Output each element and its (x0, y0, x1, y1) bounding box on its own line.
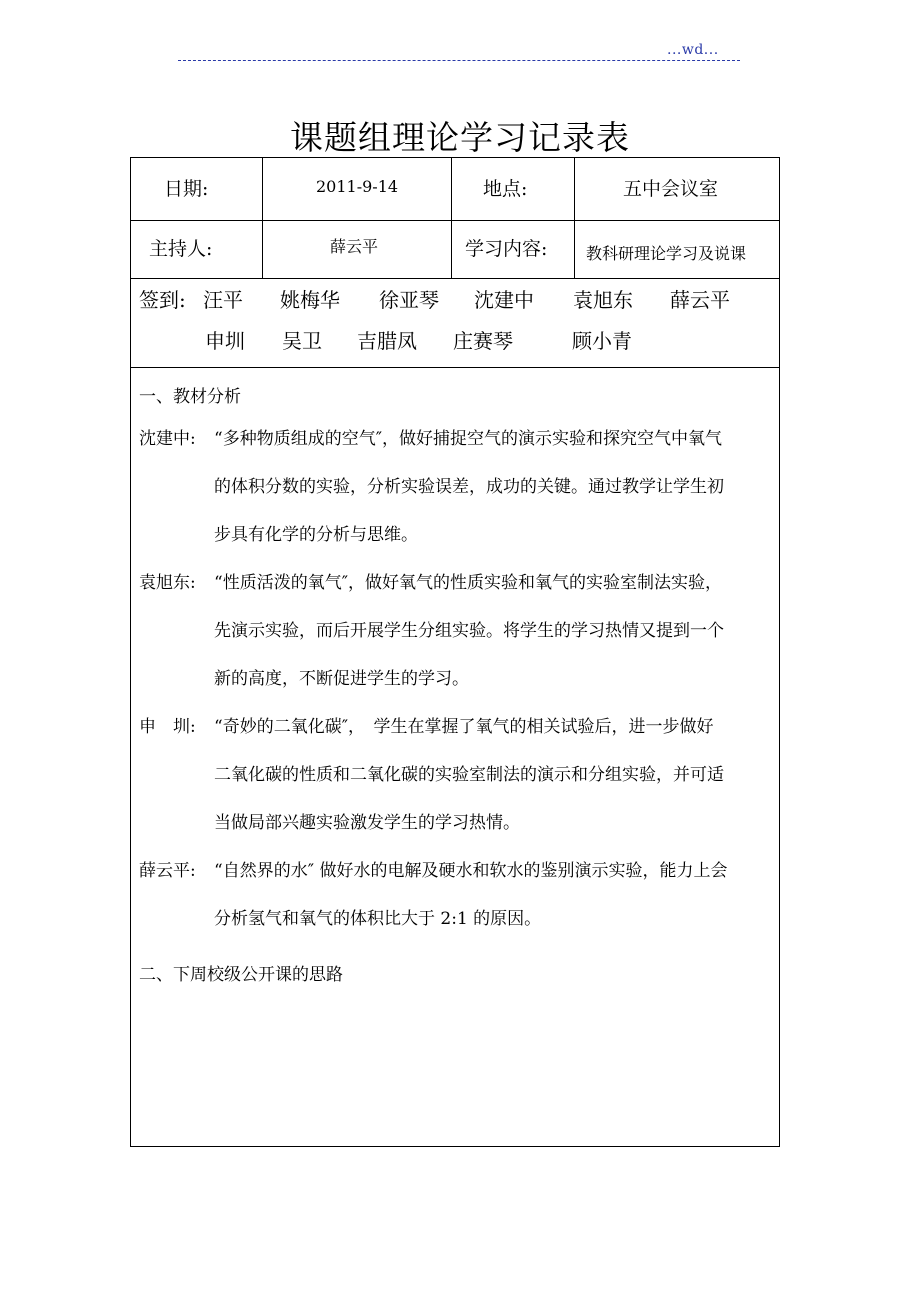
date-value: 2011-9-14 (316, 177, 399, 196)
entry-line: 分析氢气和氧气的体积比大于 2:1 的原因。 (214, 909, 542, 929)
signin-name: 徐亚琴 (379, 288, 439, 312)
speaker-name: 沈建中: (139, 429, 196, 449)
signin-name: 袁旭东 (573, 288, 633, 312)
signin-name: 吴卫 (282, 329, 322, 353)
signin-name: 薛云平 (670, 288, 730, 312)
place-label: 地点: (483, 178, 528, 200)
signin-name: 申圳 (205, 329, 245, 353)
signin-label: 签到: (139, 288, 186, 312)
row-divider-2 (131, 278, 779, 279)
record-table (130, 157, 780, 1147)
place-value: 五中会议室 (623, 178, 719, 200)
discussion-entry (139, 713, 775, 857)
speaker-name: 袁旭东: (139, 573, 196, 593)
row-divider-3 (131, 367, 779, 368)
entry-line: 二氧化碳的性质和二氧化碳的实验室制法的演示和分组实验，并可适 (214, 765, 724, 785)
col-divider-1 (262, 158, 263, 278)
row-divider-1 (131, 220, 779, 221)
header-tag: ...wd... (667, 42, 719, 58)
signin-name: 吉腊凤 (357, 329, 417, 353)
content-value: 教科研理论学习及说课 (586, 244, 747, 263)
date-label: 日期: (164, 178, 209, 200)
host-value: 薛云平 (330, 237, 379, 256)
header-dashed-line (178, 60, 740, 61)
signin-name: 姚梅华 (280, 288, 340, 312)
speaker-name: 薛云平: (139, 861, 196, 881)
discussion-entry (139, 569, 775, 713)
page-title: 课题组理论学习记录表 (290, 118, 630, 157)
signin-name: 汪平 (203, 288, 243, 312)
signin-name: 顾小青 (572, 329, 632, 353)
section-heading-analysis: 一、教材分析 (139, 387, 241, 407)
host-label: 主持人: (149, 238, 213, 260)
signin-name: 庄赛琴 (453, 329, 513, 353)
entry-line: “奇妙的二氧化碳″， 学生在掌握了氧气的相关试验后，进一步做好 (214, 717, 714, 737)
entry-line: “性质活泼的氧气″，做好氧气的性质实验和氧气的实验室制法实验， (214, 573, 723, 593)
entry-line: 的体积分数的实验，分析实验误差，成功的关键。通过教学让学生初 (214, 477, 724, 497)
entry-line: 先演示实验，而后开展学生分组实验。将学生的学习热情又提到一个 (214, 621, 724, 641)
speaker-name: 申 圳: (139, 717, 196, 737)
entry-line: “自然界的水″ 做好水的电解及硬水和软水的鉴别演示实验，能力上会 (214, 861, 728, 881)
col-divider-2 (451, 158, 452, 278)
discussion-entry (139, 857, 775, 953)
signin-name: 沈建中 (474, 288, 534, 312)
content-label: 学习内容: (465, 238, 548, 260)
entry-line: 当做局部兴趣实验激发学生的学习热情。 (214, 813, 520, 833)
section-heading-next-lesson: 二、下周校级公开课的思路 (139, 965, 343, 985)
entry-line: 步具有化学的分析与思维。 (214, 525, 418, 545)
discussion-entry (139, 425, 775, 569)
entry-line: 新的高度，不断促进学生的学习。 (214, 669, 469, 689)
col-divider-3 (574, 158, 575, 278)
entry-line: “多种物质组成的空气″，做好捕捉空气的演示实验和探究空气中氧气 (214, 429, 723, 449)
